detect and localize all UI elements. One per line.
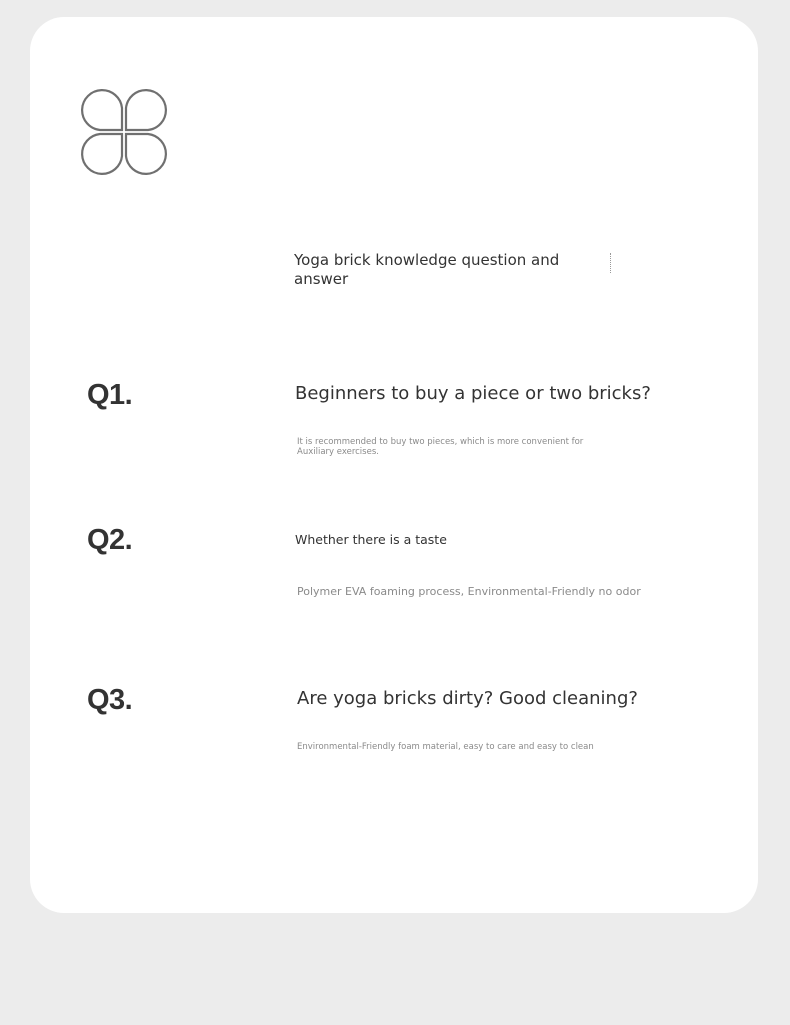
question-3-text: Are yoga bricks dirty? Good cleaning?	[297, 688, 638, 709]
answer-1-text: It is recommended to buy two pieces, which is more convenient for Auxiliary exercises.	[297, 437, 584, 457]
faq-intro-title: Yoga brick knowledge question and answer	[294, 251, 560, 288]
four-petal-clover-icon	[79, 87, 169, 177]
question-number-3: Q3.	[87, 684, 133, 716]
faq-card	[30, 17, 758, 913]
question-2-text: Whether there is a taste	[295, 532, 447, 547]
question-number-2: Q2.	[87, 524, 133, 556]
decorative-divider	[610, 253, 612, 273]
answer-3-text: Environmental-Friendly foam material, easy to care and easy to clean	[297, 742, 594, 752]
answer-2-text: Polymer EVA foaming process, Environmental-Friendly no odor	[297, 585, 641, 598]
question-number-1: Q1.	[87, 379, 133, 411]
question-1-text: Beginners to buy a piece or two bricks?	[295, 383, 651, 404]
